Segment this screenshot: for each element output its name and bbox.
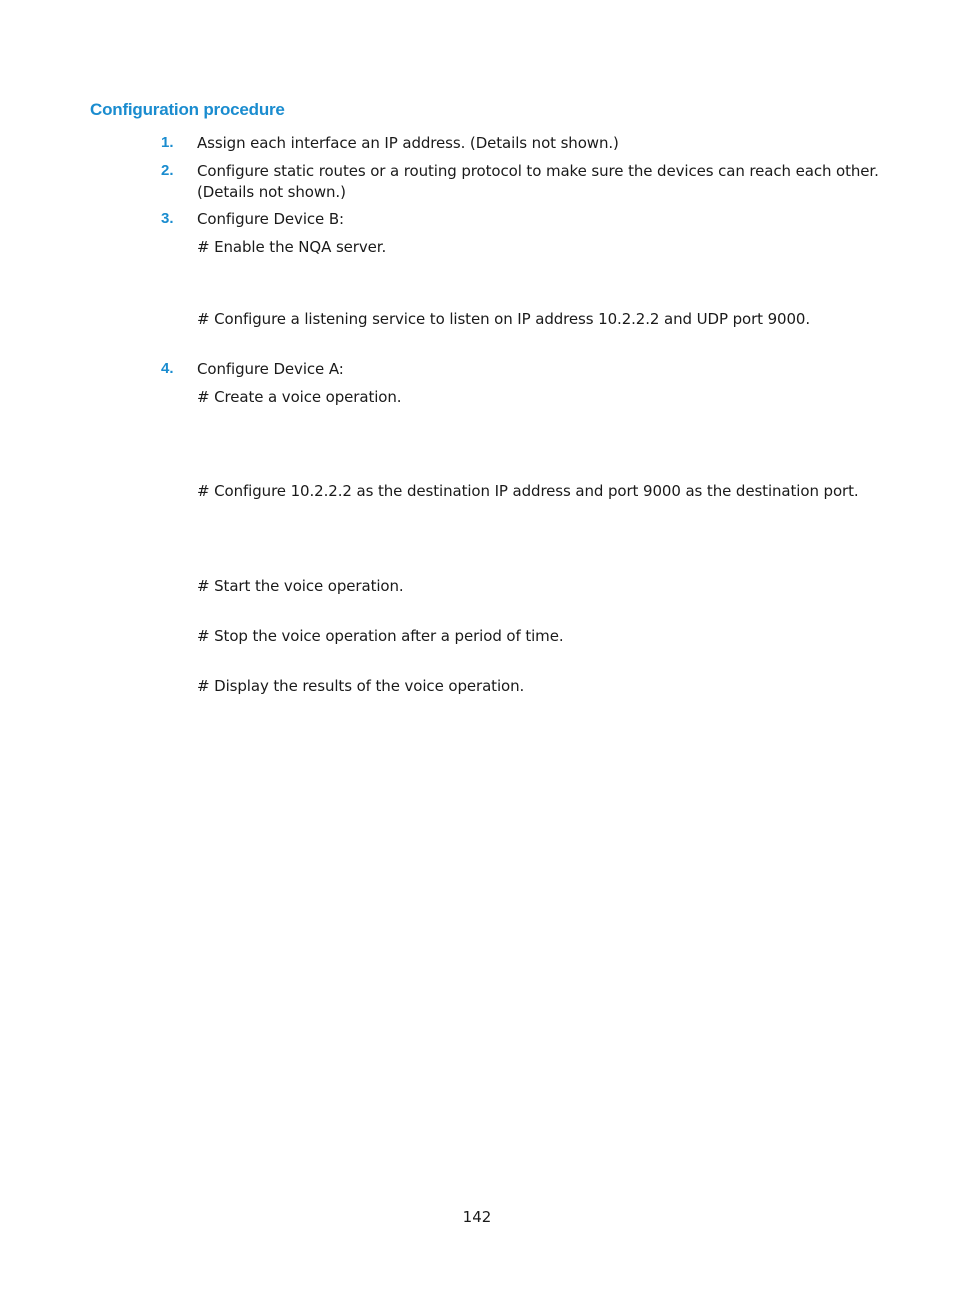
step-3-number: 3. (161, 210, 174, 227)
page-number: 142 (462, 1208, 492, 1226)
step-4-comment-start: # Start the voice operation. (197, 577, 404, 595)
step-2-text-continuation: (Details not shown.) (197, 183, 346, 201)
step-3-comment-listening-service: # Configure a listening service to listen on IP address 10.2.2.2 and UDP port 9000. (197, 310, 811, 328)
step-4-comment-create-voice-operation: # Create a voice operation. (197, 388, 402, 406)
step-4-comment-destination: # Configure 10.2.2.2 as the destination IP address and port 9000 as the destination port. (197, 482, 859, 500)
step-3-comment-enable-nqa-server: # Enable the NQA server. (197, 238, 387, 256)
step-2-text: Configure static routes or a routing protocol to make sure the devices can reach each other. (197, 162, 879, 180)
step-3-text: Configure Device B: (197, 210, 344, 228)
step-2-number: 2. (161, 162, 174, 179)
step-1-text: Assign each interface an IP address. (Details not shown.) (197, 134, 619, 152)
step-4-number: 4. (161, 360, 174, 377)
step-4-text: Configure Device A: (197, 360, 344, 378)
step-4-comment-stop: # Stop the voice operation after a period of time. (197, 627, 564, 645)
step-1-number: 1. (161, 134, 174, 151)
step-4-comment-display-results: # Display the results of the voice operation. (197, 677, 525, 695)
section-heading: Configuration procedure (90, 100, 285, 119)
